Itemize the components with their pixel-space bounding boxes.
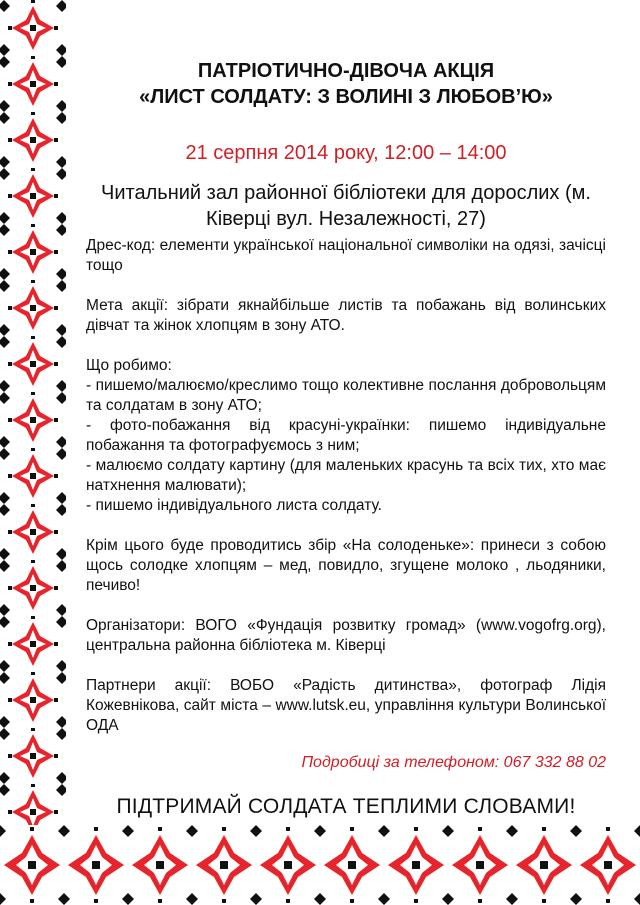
organizers-text: Організатори: ВОГО «Фундація розвитку громад» (www.vogofrg.org), центральна районна бібліотека м. Ківерці [86, 617, 606, 654]
poster-content [86, 58, 606, 820]
embroidery-border-left [0, 0, 66, 905]
embroidery-border-bottom [0, 825, 640, 905]
what-we-do-heading: Що робимо: [86, 357, 172, 374]
event-venue: Читальний зал районної бібліотеки для дорослих (м. Ківерці вул. Незалежності, 27) [101, 182, 591, 230]
partners-text: Партнери акції: ВОБО «Радість дитинства», фотограф Лідія Кожевнікова, сайт міста – www.lutsk.eu, управління культури Волинської ОДА [86, 677, 606, 734]
activity-item: - пишемо/малюємо/креслимо тощо колективне послання добровольцям та солдатам в зону АТО; [86, 377, 606, 414]
dress-code-text: Дрес-код: елементи української національної символіки на одязі, зачісці тощо [86, 237, 606, 274]
activity-list [86, 376, 606, 516]
activity-item: - пишемо індивідуального листа солдату. [86, 497, 382, 514]
phone-info: Подробиці за телефоном: 067 332 88 02 [301, 754, 606, 771]
collection-text: Крім цього буде проводитись збір «На солоденьке»: принеси з собою щось солодке хлопцям – мед, повидло, згущене молоко , льодяники, печиво! [86, 537, 606, 594]
goal-text: Мета акції: зібрати якнайбільше листів та побажань від волинських дівчат та жінок хлопцям в зону АТО. [86, 297, 606, 334]
title-line-1: ПАТРІОТИЧНО-ДІВОЧА АКЦІЯ [197, 60, 495, 82]
event-date-time: 21 серпня 2014 року, 12:00 – 14:00 [185, 142, 507, 164]
activity-item: - фото-побажання від красуні-українки: пишемо індивідуальне побажання та фотографуємось з ним; [86, 417, 606, 454]
activity-item: - малюємо солдату картину (для маленьких красунь та всіх тих, хто має натхнення малювати); [86, 457, 606, 494]
slogan: ПІДТРИМАЙ СОЛДАТА ТЕПЛИМИ СЛОВАМИ! [116, 795, 576, 818]
title-line-2: «ЛИСТ СОЛДАТУ: З ВОЛИНІ З ЛЮБОВ’Ю» [139, 86, 553, 108]
